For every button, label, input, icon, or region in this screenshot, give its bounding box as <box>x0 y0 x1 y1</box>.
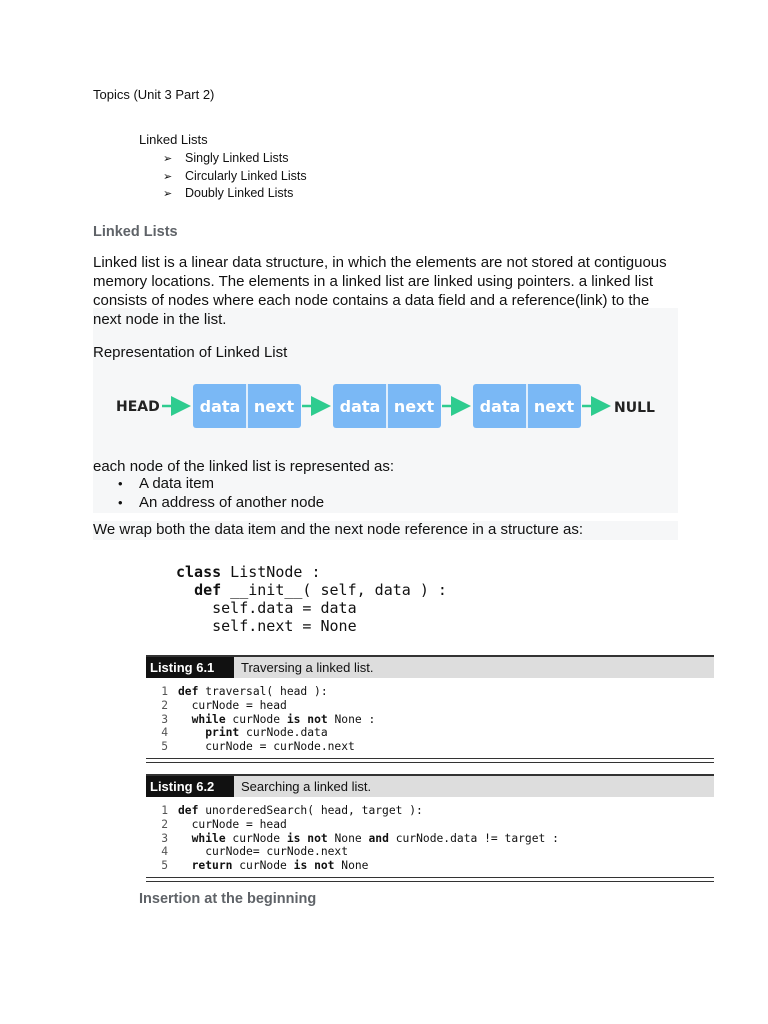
code-text: while curNode is not None : <box>191 712 376 726</box>
list-item <box>118 475 324 494</box>
code-keyword: class <box>176 563 222 581</box>
code-text: self.data = data <box>212 599 357 617</box>
list-item <box>118 494 324 513</box>
code-text: def unorderedSearch( head, target ): <box>178 804 423 817</box>
node-part-label: A data item <box>139 475 215 492</box>
line-number: 3 <box>161 712 168 726</box>
line-number: 5 <box>161 740 168 754</box>
code-keyword: is <box>286 831 301 845</box>
line-number: 2 <box>161 817 168 831</box>
topic-item-label: Circularly Linked Lists <box>185 168 307 183</box>
code-keyword: while <box>191 712 226 726</box>
paragraph-line: consists of nodes where each node contains a data field and a reference(link) to the <box>93 292 650 309</box>
linked-list-diagram <box>110 380 670 434</box>
listing-code <box>146 685 714 754</box>
node-next-label: next <box>533 397 575 416</box>
listing-caption: Searching a linked list. <box>241 779 372 794</box>
code-line <box>146 859 714 873</box>
node-data-label: data <box>199 397 241 416</box>
topics-title: Topics (Unit 3 Part 2) <box>93 87 215 102</box>
listing-tag: Listing 6.1 <box>146 657 234 678</box>
code-line <box>176 563 447 581</box>
line-number: 5 <box>161 859 168 873</box>
paragraph-line: memory locations. The elements in a linked list are linked using pointers. a linked list <box>93 273 653 290</box>
code-keyword: not <box>307 831 328 845</box>
code-text: __init__( self, data ) : <box>221 581 447 599</box>
code-keyword: not <box>314 859 335 873</box>
code-text: return curNode is not None <box>191 859 369 873</box>
wrap-text: We wrap both the data item and the next node reference in a structure as: <box>93 521 584 538</box>
node-2 <box>333 384 441 428</box>
code-line <box>176 617 447 635</box>
listing-caption: Traversing a linked list. <box>241 660 374 675</box>
code-keyword: def <box>194 581 222 599</box>
node-data-label: data <box>479 397 521 416</box>
code-text: curNode = head <box>178 698 287 712</box>
code-line <box>146 845 714 859</box>
code-line <box>146 713 714 727</box>
code-line <box>146 726 714 740</box>
listing-header <box>146 655 714 678</box>
line-number: 4 <box>161 845 168 859</box>
topics-subtitle: Linked Lists <box>139 132 208 147</box>
paragraph-line: next node in the list. <box>93 311 227 328</box>
arrow-bullet-icon: ➢ <box>163 188 173 201</box>
code-text: curNode= curNode.next <box>178 845 349 859</box>
paragraph-line: Linked list is a linear data structure, in which the elements are not stored at contiguous <box>93 254 667 271</box>
code-keyword: is <box>293 859 308 873</box>
representation-title: Representation of Linked List <box>93 344 288 361</box>
list-item <box>163 150 307 168</box>
listing-end-rule <box>146 758 714 763</box>
listing-header <box>146 774 714 797</box>
line-number: 1 <box>161 685 168 698</box>
code-keyword: def <box>178 804 199 817</box>
node-part-label: An address of another node <box>139 493 325 511</box>
class-code-block <box>176 563 447 635</box>
code-text: def traversal( head ): <box>178 685 328 698</box>
node-next-label: next <box>393 397 435 416</box>
line-number: 4 <box>161 726 168 740</box>
topic-item-label: Singly Linked Lists <box>185 151 289 165</box>
code-text: self.next = None <box>212 617 357 635</box>
node-parts-list <box>118 475 324 512</box>
code-keyword: return <box>191 859 233 873</box>
code-line <box>146 740 714 754</box>
bullet-icon: • <box>118 494 123 510</box>
section-heading: Linked Lists <box>93 224 178 240</box>
arrow-bullet-icon: ➢ <box>163 170 173 183</box>
code-line <box>146 685 714 699</box>
arrow-bullet-icon: ➢ <box>163 153 173 165</box>
node-description: each node of the linked list is represented as: <box>93 458 395 475</box>
null-label: NULL <box>614 400 655 416</box>
code-line <box>176 581 447 599</box>
node-1 <box>193 384 301 428</box>
code-line <box>146 832 714 846</box>
code-line <box>146 804 714 818</box>
code-keyword: is <box>286 712 301 726</box>
listing-end-rule <box>146 877 714 882</box>
list-item <box>163 168 307 186</box>
line-number: 1 <box>161 804 168 817</box>
code-line <box>146 818 714 832</box>
listing-tag: Listing 6.2 <box>146 776 234 797</box>
line-number: 2 <box>161 698 168 712</box>
node-next-label: next <box>253 397 295 416</box>
head-label: HEAD <box>116 399 160 415</box>
intro-paragraph <box>93 253 678 329</box>
code-text: ListNode : <box>221 563 321 581</box>
code-line <box>146 699 714 713</box>
code-text: curNode = head <box>178 817 287 831</box>
code-keyword: not <box>307 712 328 726</box>
code-keyword: print <box>205 726 240 740</box>
topics-list <box>163 150 307 203</box>
code-line <box>176 599 447 617</box>
node-data-label: data <box>339 397 381 416</box>
code-text: curNode = curNode.next <box>178 740 355 754</box>
code-text: while curNode is not None and curNode.data != target : <box>191 831 559 845</box>
insertion-heading: Insertion at the beginning <box>139 891 317 907</box>
code-keyword: while <box>191 831 226 845</box>
list-item <box>163 185 307 203</box>
line-number: 3 <box>161 831 168 845</box>
code-keyword: def <box>178 685 199 698</box>
code-keyword: and <box>368 831 389 845</box>
code-text: print curNode.data <box>205 726 328 740</box>
topic-item-label: Doubly Linked Lists <box>185 186 294 201</box>
bullet-icon: • <box>118 476 123 491</box>
node-3 <box>473 384 581 428</box>
listing-code <box>146 804 714 873</box>
